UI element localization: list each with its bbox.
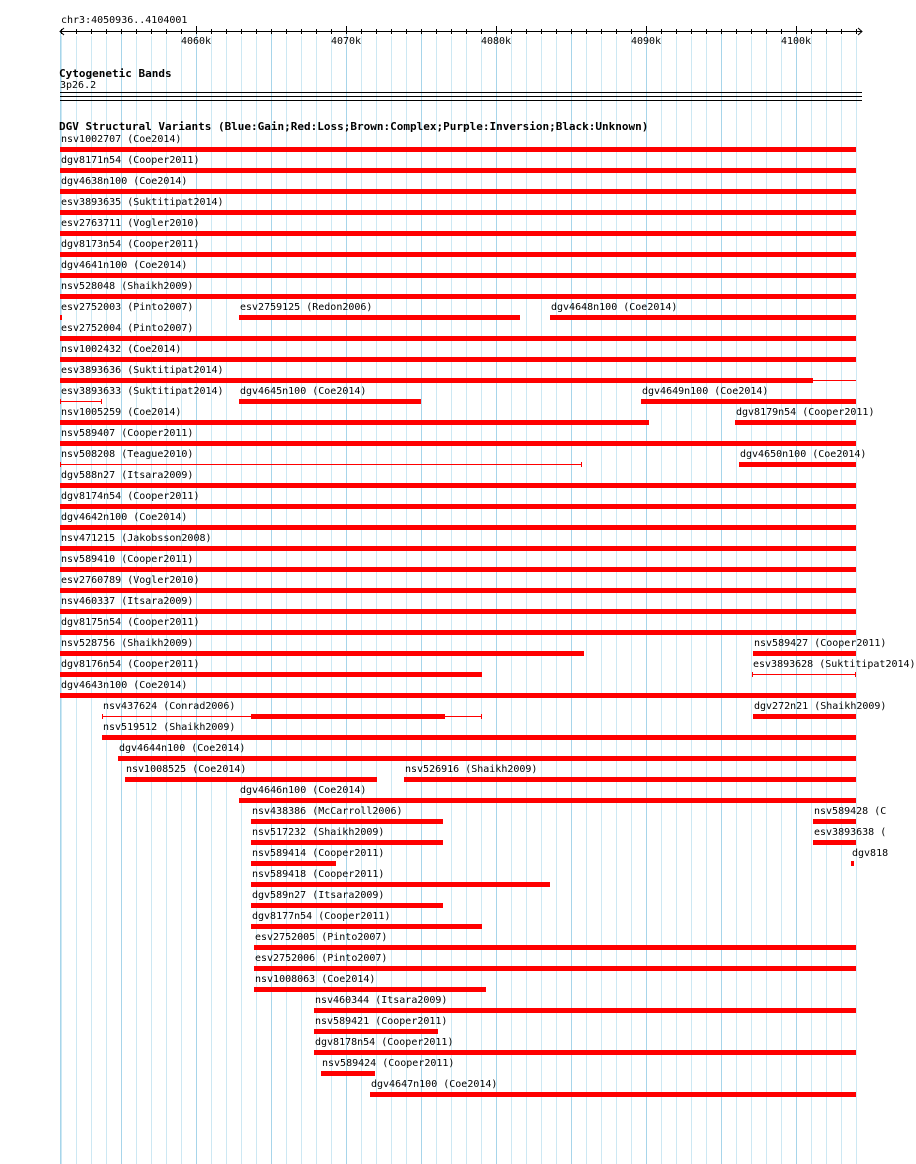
variant-bar[interactable]: [60, 651, 584, 656]
variant-bar[interactable]: [753, 714, 856, 719]
variant-label[interactable]: nsv517232 (Shaikh2009): [252, 827, 385, 838]
variant-bar[interactable]: [641, 399, 856, 404]
variant-label[interactable]: nsv1008063 (Coe2014): [255, 974, 376, 985]
variant-label[interactable]: dgv8179n54 (Cooper2011): [736, 407, 875, 418]
variant-bar[interactable]: [60, 168, 856, 173]
variant-label[interactable]: esv2763711 (Vogler2010): [61, 218, 200, 229]
variant-label[interactable]: esv3893635 (Suktitipat2014): [61, 197, 224, 208]
cytoband-label: 3p26.2: [60, 80, 97, 91]
variant-label[interactable]: nsv589414 (Cooper2011): [252, 848, 385, 859]
variant-label[interactable]: esv3893636 (Suktitipat2014): [61, 365, 224, 376]
variant-bar[interactable]: [254, 987, 486, 992]
variant-bar[interactable]: [60, 210, 856, 215]
variant-label[interactable]: nsv1008525 (Coe2014): [126, 764, 247, 775]
variant-label[interactable]: nsv589418 (Cooper2011): [252, 869, 385, 880]
variant-label[interactable]: esv3893638 (: [814, 827, 887, 838]
variant-bar[interactable]: [60, 525, 856, 530]
variant-bar[interactable]: [251, 882, 550, 887]
variant-bar-endcap: [581, 462, 582, 467]
variant-label[interactable]: nsv526916 (Shaikh2009): [405, 764, 538, 775]
variant-label[interactable]: nsv528756 (Shaikh2009): [61, 638, 194, 649]
variant-label[interactable]: dgv8173n54 (Cooper2011): [61, 239, 200, 250]
variant-bar[interactable]: [251, 840, 443, 845]
variant-bar[interactable]: [550, 315, 856, 320]
variant-label[interactable]: dgv8171n54 (Cooper2011): [61, 155, 200, 166]
region-label: chr3:4050936..4104001: [61, 15, 188, 26]
variant-label[interactable]: dgv272n21 (Shaikh2009): [754, 701, 887, 712]
variant-bar[interactable]: [60, 609, 856, 614]
variant-bar[interactable]: [314, 1050, 856, 1055]
variant-bar[interactable]: [60, 189, 856, 194]
cytoband-band-bottom: [60, 96, 862, 97]
variant-label[interactable]: nsv589421 (Cooper2011): [315, 1016, 448, 1027]
variant-label[interactable]: nsv519512 (Shaikh2009): [103, 722, 236, 733]
variant-label[interactable]: nsv589428 (C: [814, 806, 887, 817]
variant-label[interactable]: esv2752006 (Pinto2007): [255, 953, 388, 964]
variant-bar[interactable]: [753, 651, 856, 656]
variant-bar[interactable]: [60, 231, 856, 236]
variant-label[interactable]: nsv471215 (Jakobsson2008): [61, 533, 212, 544]
variant-bar[interactable]: [813, 840, 856, 845]
variant-bar[interactable]: [321, 1071, 375, 1076]
ruler-tick-label: 4060k: [180, 36, 212, 47]
variant-label[interactable]: dgv4638n100 (Coe2014): [61, 176, 188, 187]
variant-label[interactable]: esv3893628 (Suktitipat2014): [753, 659, 916, 670]
variant-label[interactable]: nsv460344 (Itsara2009): [315, 995, 448, 1006]
ruler-tick-label: 4080k: [480, 36, 512, 47]
variant-bar[interactable]: [370, 1092, 856, 1097]
variant-label[interactable]: dgv4649n100 (Coe2014): [642, 386, 769, 397]
variant-bar[interactable]: [60, 630, 856, 635]
variant-bar[interactable]: [314, 1029, 438, 1034]
variant-label[interactable]: nsv1002707 (Coe2014): [61, 134, 182, 145]
variant-bar[interactable]: [60, 420, 649, 425]
variant-bar-endcap: [481, 714, 482, 719]
variant-bar[interactable]: [60, 252, 856, 257]
variant-label[interactable]: esv2760789 (Vogler2010): [61, 575, 200, 586]
variant-label[interactable]: dgv4642n100 (Coe2014): [61, 512, 188, 523]
variant-bar[interactable]: [813, 819, 856, 824]
variant-label[interactable]: nsv589410 (Cooper2011): [61, 554, 194, 565]
variant-bar[interactable]: [251, 903, 443, 908]
variant-label[interactable]: nsv589424 (Cooper2011): [322, 1058, 455, 1069]
variant-bar-endcap: [101, 399, 102, 404]
variant-label[interactable]: dgv4650n100 (Coe2014): [740, 449, 867, 460]
track-divider: [60, 100, 862, 101]
variant-bar-thin[interactable]: [813, 380, 856, 381]
variant-bar[interactable]: [239, 399, 421, 404]
variant-label[interactable]: dgv8176n54 (Cooper2011): [61, 659, 200, 670]
variant-label[interactable]: nsv528048 (Shaikh2009): [61, 281, 194, 292]
variant-label[interactable]: nsv437624 (Conrad2006): [103, 701, 236, 712]
variant-bar[interactable]: [60, 441, 856, 446]
variant-label[interactable]: dgv4647n100 (Coe2014): [371, 1079, 498, 1090]
variant-bar[interactable]: [60, 147, 856, 152]
variant-label[interactable]: dgv8178n54 (Cooper2011): [315, 1037, 454, 1048]
variant-label[interactable]: dgv8175n54 (Cooper2011): [61, 617, 200, 628]
variant-label[interactable]: dgv4641n100 (Coe2014): [61, 260, 188, 271]
variant-bar[interactable]: [60, 567, 856, 572]
variant-bar[interactable]: [60, 588, 856, 593]
variant-label[interactable]: esv2752005 (Pinto2007): [255, 932, 388, 943]
variant-bar[interactable]: [60, 336, 856, 341]
variant-label[interactable]: dgv4643n100 (Coe2014): [61, 680, 188, 691]
variant-label[interactable]: esv3893633 (Suktitipat2014): [61, 386, 224, 397]
variant-label[interactable]: nsv460337 (Itsara2009): [61, 596, 194, 607]
cytoband-band-top: [60, 92, 862, 93]
variant-bar[interactable]: [851, 861, 854, 866]
variant-label[interactable]: nsv589407 (Cooper2011): [61, 428, 194, 439]
variant-label[interactable]: esv2752003 (Pinto2007): [61, 302, 194, 313]
variant-label[interactable]: dgv4644n100 (Coe2014): [119, 743, 246, 754]
ruler-tick-label: 4090k: [630, 36, 662, 47]
variant-bar[interactable]: [404, 777, 856, 782]
variant-bar[interactable]: [251, 924, 482, 929]
variant-bar[interactable]: [239, 798, 856, 803]
ruler-track: [0, 0, 890, 50]
variant-bar[interactable]: [254, 966, 856, 971]
variant-label[interactable]: dgv4645n100 (Coe2014): [240, 386, 367, 397]
variant-label[interactable]: nsv1002432 (Coe2014): [61, 344, 182, 355]
variant-bar-endcap: [60, 399, 61, 404]
variant-bar[interactable]: [739, 462, 856, 467]
variant-bar-endcap: [855, 672, 856, 677]
variant-label[interactable]: dgv818: [852, 848, 889, 859]
variant-bar[interactable]: [251, 861, 336, 866]
ruler-tick-label: 4100k: [780, 36, 812, 47]
variant-bar[interactable]: [60, 378, 813, 383]
variant-label[interactable]: dgv589n27 (Itsara2009): [252, 890, 385, 901]
ruler-tick-label: 4070k: [330, 36, 362, 47]
variant-label[interactable]: dgv4646n100 (Coe2014): [240, 785, 367, 796]
variant-bar[interactable]: [102, 735, 856, 740]
variant-bar[interactable]: [60, 672, 482, 677]
variant-bar[interactable]: [254, 945, 856, 950]
variant-bar[interactable]: [60, 357, 856, 362]
variant-label[interactable]: dgv588n27 (Itsara2009): [61, 470, 194, 481]
dgv-track-title: DGV Structural Variants (Blue:Gain;Red:Loss;Brown:Complex;Purple:Inversion;Black:Unknown): [59, 120, 649, 133]
variant-label[interactable]: nsv1005259 (Coe2014): [61, 407, 182, 418]
variant-label[interactable]: esv2759125 (Redon2006): [240, 302, 373, 313]
cytoband-track-title: Cytogenetic Bands: [59, 67, 172, 80]
variant-label[interactable]: nsv438386 (McCarroll2006): [252, 806, 403, 817]
variant-bar[interactable]: [251, 819, 443, 824]
variant-label[interactable]: esv2752004 (Pinto2007): [61, 323, 194, 334]
variant-bar[interactable]: [239, 315, 520, 320]
variant-bar[interactable]: [60, 315, 62, 320]
variant-bar-thin[interactable]: [60, 464, 582, 465]
variant-label[interactable]: dgv8177n54 (Cooper2011): [252, 911, 391, 922]
variant-bar[interactable]: [125, 777, 377, 782]
variant-label[interactable]: dgv8174n54 (Cooper2011): [61, 491, 200, 502]
variant-bar-thin[interactable]: [752, 674, 856, 675]
variant-label[interactable]: nsv589427 (Cooper2011): [754, 638, 887, 649]
variant-label[interactable]: nsv508208 (Teague2010): [61, 449, 194, 460]
variant-bar-thin[interactable]: [60, 401, 102, 402]
variant-bar[interactable]: [60, 504, 856, 509]
variant-bar[interactable]: [60, 273, 856, 278]
variant-bar[interactable]: [60, 546, 856, 551]
variant-bar[interactable]: [251, 714, 445, 719]
variant-bar[interactable]: [60, 483, 856, 488]
variant-bar[interactable]: [735, 420, 856, 425]
variant-bar[interactable]: [118, 756, 856, 761]
variant-bar[interactable]: [314, 1008, 856, 1013]
variant-bar-endcap: [752, 672, 753, 677]
variant-bar-endcap: [102, 714, 103, 719]
variant-label[interactable]: dgv4648n100 (Coe2014): [551, 302, 678, 313]
variant-bar[interactable]: [60, 693, 856, 698]
variant-bar[interactable]: [60, 294, 856, 299]
variant-bar-endcap: [60, 462, 61, 467]
